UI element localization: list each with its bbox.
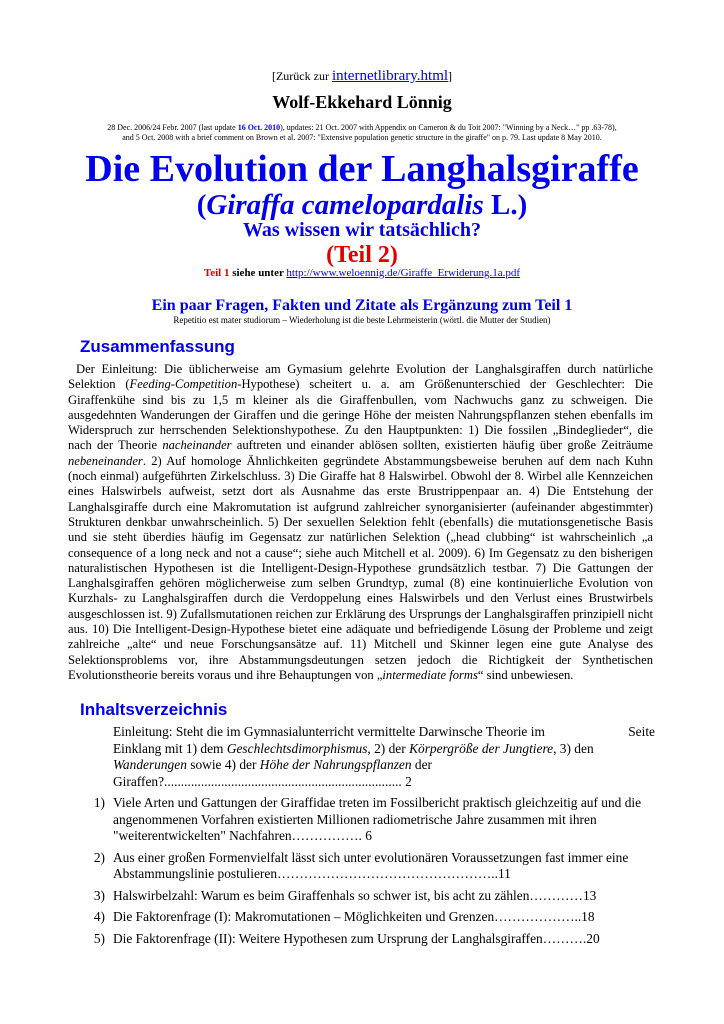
toc-intro-entry[interactable] bbox=[87, 724, 655, 790]
toc-entry-text: Viele Arten und Gattungen der Giraffidae treten im Fossilbericht praktisch gleichzeitig auf und die angenommenen Vorfahren existierten Millionen radiometrische Jahre zusammen mit ihren "weiterentwickelten" Nachfahren……………. 6 bbox=[113, 795, 642, 843]
toc-intro-part-1: Einleitung: Steht die im Gymnasialunterricht vermittelte Darwinsche Theorie im Einklang mit 1) dem bbox=[113, 724, 545, 756]
part1-link[interactable]: http://www.weloennig.de/Giraffe_Erwiderung.1a.pdf bbox=[286, 267, 521, 279]
toc-entry-number: 4) bbox=[93, 909, 105, 924]
summary-part-5: “ sind unbewiesen. bbox=[477, 667, 574, 682]
dates-text-3: and 5 Oct. 2008 with a brief comment on Brown et al. 2007: "Extensive population genetic structure in the giraffe" on p. 79. Last update 8 May 2010. bbox=[122, 133, 602, 142]
dates-text-2: ), updates: 21 Oct. 2007 with Appendix on Cameron & du Toit 2007: "Winning by a Neck…" pp .63-78), bbox=[280, 123, 617, 132]
internetlibrary-link[interactable]: internetlibrary.html bbox=[331, 68, 449, 84]
summary-part-3: auftreten und einander ablösen sollten, existierten häufig über große Zeiträume bbox=[231, 438, 653, 453]
toc-intro-italic-2: Körpergröße der Jungtiere bbox=[409, 740, 554, 756]
toc-intro-part-4: sowie 4) der bbox=[186, 757, 260, 772]
back-suffix: ] bbox=[448, 69, 453, 83]
intro-heading: Ein paar Fragen, Fakten und Zitate als Ergänzung zum Teil 1 bbox=[151, 297, 573, 314]
toc-intro-text bbox=[113, 724, 655, 790]
summary-part-4: . 2) Auf homologe Ähnlichkeiten gegründete Abstammungsbeweise beruhen auf dem nach Kuhn (noch einmal) aufgeführten Zirkelschluss. 3) Die Giraffe hat 8 Halswirbel. Obwohl der 8. Wirbel alle Kennzeichen eines Halswirbels aufweist, setzt dort als Ausnahme das erste Brustrippenpaar an. 4) Die Entstehung der Langhalsgiraffe durch eine Makromutation ist aufgrund zahlreicher synorganisierter (aufeinander abgestimmter) Strukturen denkbar unwahrscheinlich. 5) Der sexuellen Selektion fehlt (ebenfalls) die mutationsgenetische Basis und sie steht überdies häufig im Gegensatz zur natürlichen Selektion („head clubbing“ ist wahrscheinlich „a consequence of a long neck and not a cause“; siehe auch Mitchell et al. 2009). 6) Im Gegensatz zu den bisherigen naturalistischen Hypothesen ist die Intelligent-Design-Hypothese grundsätzlich testbar. 7) Die Gattungen der Langhalsgiraffen gehören möglicherweise zum selben Grundtyp, zumal (8) eine kontinuierliche Evolution von Kurzhals- zu Langhalsgiraffen durch die Verdoppelung eines Halswirbels und den Verlust eines Brustwirbels ausgeschlossen ist. 9) Zufallsmutationen reichen zur Erklärung des Ursprungs der Langhalsgiraffen prinzipiell nicht aus. 10) Die Intelligent-Design-Hypothese bietet eine adäquate und befriedigende Lösung der Probleme und zeigt zahlreiche „alte“ und neue Forschungsansätze auf. 11) Mitchell und Skinner legen eine gute Analyse des Selektionsproblems vor, ihre Abstammungsdeutungen setzen jedoch die Richtigkeit der Synthetischen Evolutionstheorie bereits voraus und ihre Behauptungen von „ bbox=[68, 453, 653, 682]
species-subtitle bbox=[0, 188, 724, 222]
toc-entry[interactable] bbox=[87, 888, 655, 905]
toc-entry-text: Halswirbelzahl: Warum es beim Giraffenhals so schwer ist, bis acht zu zählen…………13 bbox=[113, 887, 597, 903]
title-question: Was wissen wir tatsächlich? bbox=[243, 219, 481, 241]
back-link-line bbox=[0, 68, 724, 85]
toc-entry[interactable] bbox=[87, 931, 655, 948]
summary-italic-2: nacheinander bbox=[162, 438, 232, 453]
author-name: Wolf-Ekkehard Lönnig bbox=[272, 92, 452, 112]
toc-heading: Inhaltsverzeichnis bbox=[80, 700, 228, 719]
toc-intro-part-2: , 2) der bbox=[367, 740, 410, 756]
toc-intro-italic-1: Geschlechtsdimorphismus bbox=[226, 740, 368, 756]
part1-see: siehe unter bbox=[229, 267, 287, 279]
toc-entry[interactable] bbox=[87, 795, 655, 845]
toc-intro-italic-3: Wanderungen bbox=[113, 757, 187, 772]
part1-label: Teil 1 bbox=[203, 267, 230, 279]
repetitio-quote: Repetitio est mater studiorum – Wiederholung ist die beste Lehrmeisterin (wörtl. die Mutter der Studien) bbox=[173, 315, 551, 325]
dates-text-1: 28 Dec. 2006/24 Febr. 2007 (last update bbox=[107, 123, 238, 132]
document-title: Die Evolution der Langhalsgiraffe bbox=[85, 148, 639, 190]
toc-page-column-label: Seite bbox=[628, 724, 655, 739]
table-of-contents bbox=[87, 724, 655, 952]
summary-part-1: Der Einleitung: Die üblicherweise am Gymasium gelehrte Evolution der Langhalsgiraffen durch natürliche Selektion ( bbox=[68, 362, 653, 392]
update-dates bbox=[40, 123, 684, 143]
toc-entry-text: Aus einer großen Formenvielfalt lässt sich unter evolutionären Voraussetzungen fast immer eine Abstammungslinie postulieren…………………………………………..11 bbox=[113, 849, 629, 881]
summary-italic-1: Feeding-Competition bbox=[129, 377, 238, 392]
toc-entry-number: 3) bbox=[93, 887, 105, 903]
toc-entry-text: Die Faktorenfrage (I): Makromutationen – Möglichkeiten und Grenzen………………..18 bbox=[113, 909, 595, 924]
toc-intro-italic-4: Höhe der Nahrungspflanzen bbox=[259, 757, 412, 772]
summary-text bbox=[68, 362, 653, 683]
part-label: (Teil 2) bbox=[326, 242, 398, 268]
summary-italic-4: intermediate forms bbox=[382, 667, 478, 682]
last-update-date: 16 Oct. 2010 bbox=[237, 123, 281, 132]
summary-part-2: -Hypothese) scheitert u. a. am Größenunterschied der Geschlechter: Die Giraffenkühe sind bis zu 1,5 m kleiner als die Giraffenbullen, vom Nachwuchs ganz zu schweigen. Die ausgedehnten Wanderungen der Giraffen und die geringe Höhe der meisten Nahrungspflanzen stehen ebenfalls im Widerspruch zur herrschenden Selektionshypothese. Zu den Hauptpunkten: 1) Die fossilen „Bindeglieder“, die nach der Theorie bbox=[68, 377, 653, 453]
toc-entry[interactable] bbox=[87, 909, 655, 926]
subtitle-close: L.) bbox=[483, 189, 528, 221]
summary-heading: Zusammenfassung bbox=[80, 337, 235, 356]
part1-reference bbox=[0, 267, 724, 279]
summary-paragraph bbox=[68, 362, 653, 683]
toc-entry-number: 1) bbox=[93, 795, 105, 810]
toc-entry-number: 2) bbox=[93, 849, 105, 865]
toc-intro-part-3: , 3) den bbox=[553, 740, 594, 756]
back-prefix: [Zurück zur bbox=[271, 69, 332, 83]
subtitle-open: ( bbox=[196, 189, 207, 221]
toc-entry-text: Die Faktorenfrage (II): Weitere Hypothesen zum Ursprung der Langhalsgiraffen……….20 bbox=[113, 930, 600, 946]
summary-italic-3: nebeneinander bbox=[68, 453, 143, 468]
toc-entry-number: 5) bbox=[93, 930, 105, 946]
toc-entry[interactable] bbox=[87, 850, 655, 883]
species-name: Giraffa camelopardalis bbox=[206, 189, 484, 221]
toc-intro-part-5: der Giraffen?....................................................................... 2 bbox=[113, 757, 432, 789]
